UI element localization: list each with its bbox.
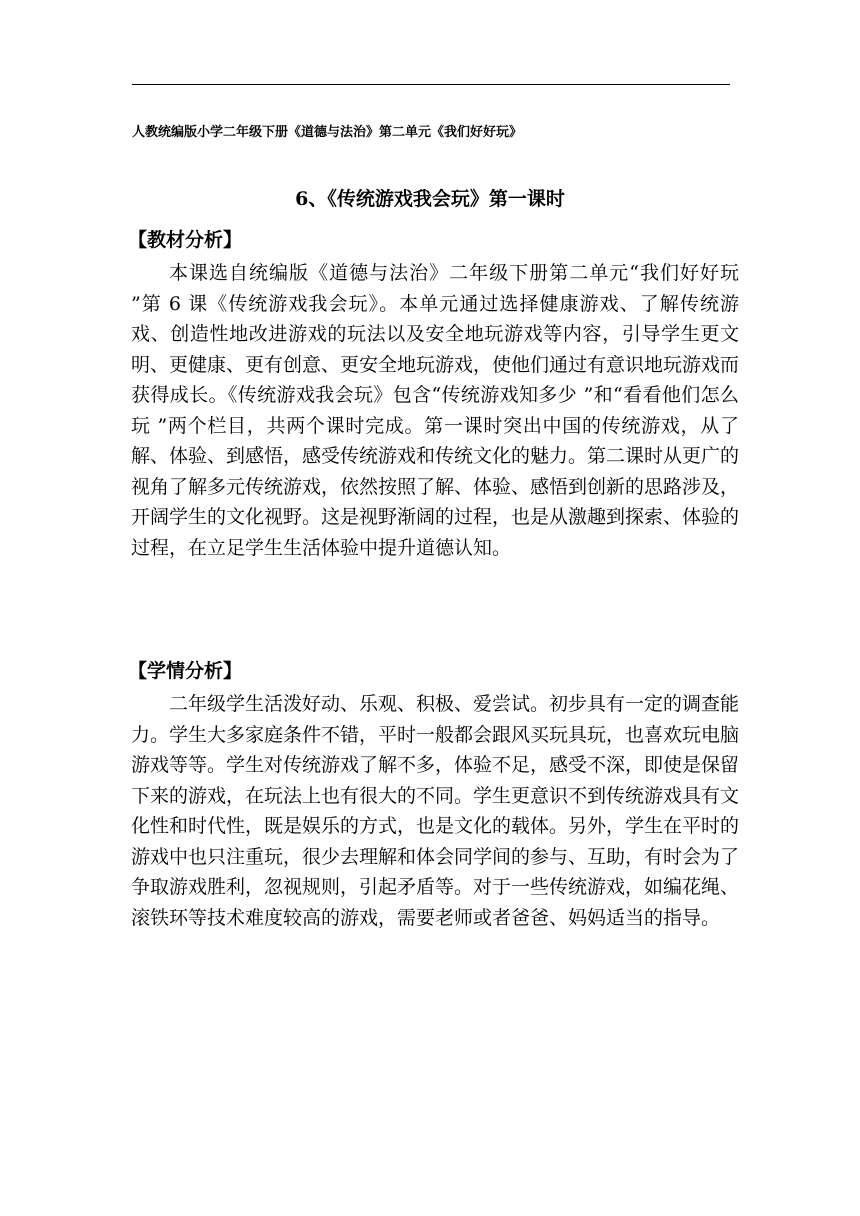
section-heading-student-analysis: 【学情分析】 xyxy=(128,660,243,682)
header-rule xyxy=(132,84,730,85)
section-paragraph-textbook-analysis: 本课选自统编版《道德与法治》二年级下册第二单元“我们好好玩 ”第 6 课《传统游戏我会玩》。本单元通过选择健康游戏、了解传统游戏、创造性地改进游戏的玩法以及安全地玩游戏等内容，引导学生更文明、更健康、更有创意、更安全地玩游戏，使他们通过有意识地玩游戏而获得成长。《传统游戏我会玩》包含“传统游戏知多少 ”和“看看他们怎么玩 ”两个栏目，共两个课时完成。第一课时突出中国的传统游戏，从了解、体验、到感悟，感受传统游戏和传统文化的魅力。第二课时从更广的视角了解多元传统游戏，依然按照了解、体验、感悟到创新的思路涉及，开阔学生的文化视野。这是视野渐阔的过程，也是从激趣到探索、体验的过程，在立足学生生活体验中提升道德认知。 xyxy=(131,262,740,559)
document-title: 6、《传统游戏我会玩》第一课时 xyxy=(295,188,565,210)
section-heading-textbook-analysis: 【教材分析】 xyxy=(128,229,243,251)
section-paragraph-student-analysis: 二年级学生活泼好动、乐观、积极、爱尝试。初步具有一定的调查能力。学生大多家庭条件不错，平时一般都会跟风买玩具玩，也喜欢玩电脑游戏等等。学生对传统游戏了解不多，体验不足，感受不深，即使是保留下来的游戏，在玩法上也有很大的不同。学生更意识不到传统游戏具有文化性和时代性，既是娱乐的方式，也是文化的载体。另外，学生在平时的游戏中也只注重玩，很少去理解和体会同学间的参与、互助，有时会为了争取游戏胜利，忽视规则，引起矛盾等。对于一些传统游戏，如编花绳、滚铁环等技术难度较高的游戏，需要老师或者爸爸、妈妈适当的指导。 xyxy=(131,693,740,929)
running-header: 人教统编版小学二年级下册《道德与法治》第二单元《我们好好玩》 xyxy=(132,125,523,140)
